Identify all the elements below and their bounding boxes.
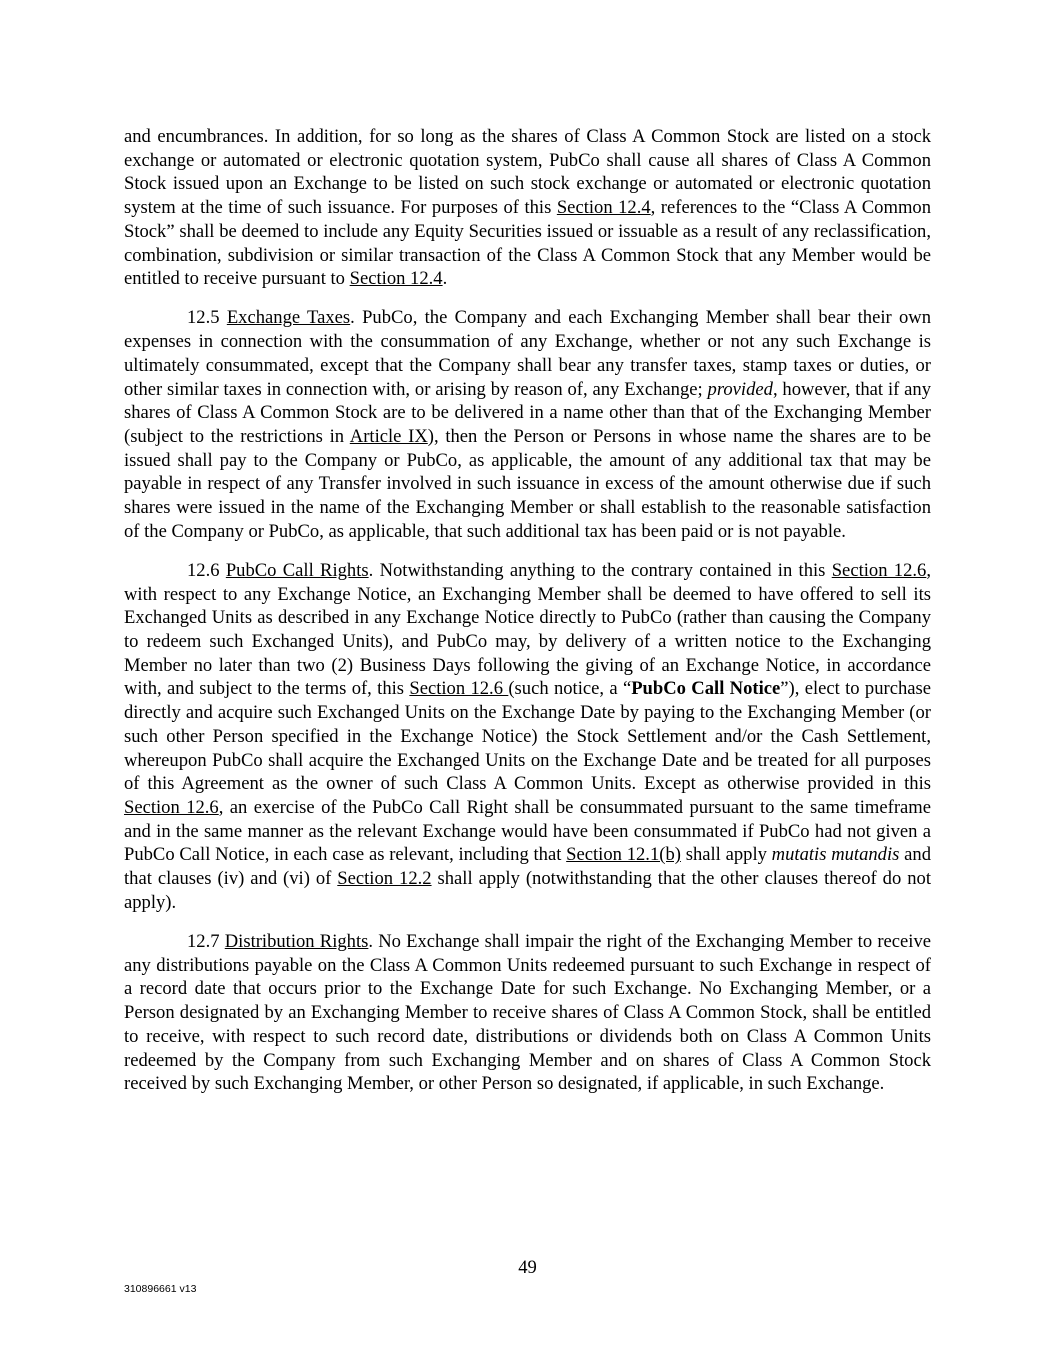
document-body	[124, 125, 931, 1111]
text-run: . No Exchange shall impair the right of the Exchanging Member to receive any distributions payable on the Class A Common Units redeemed pursuant to such Exchange in respect of a record date that occurs prior to the Exchange Date for such Exchange. No Exchanging Member, or a Person designated by an Exchanging Member to receive shares of Class A Common Stock, shall be entitled to receive, with respect to such record date, distributions or dividends both on Class A Common Units redeemed by the Company from such Exchanging Member and on shares of Class A Common Stock received by such Exchanging Member, or other Person so designated, if applicable, in such Exchange.	[124, 931, 931, 1095]
text-run: shall apply	[680, 844, 772, 866]
document-id: 310896661 v13	[124, 1283, 197, 1295]
section-heading: Exchange Taxes	[226, 307, 351, 329]
text-run: ”), elect to purchase directly and acquire such Exchanged Units on the Exchange Date by paying to the Exchanging Member (or such other Person specified in the Exchange Notice) the Stock Settlement and/or the Cash Settlement, whereupon PubCo shall acquire the Exchanged Units on the Exchange Date and be treated for all purposes of this Agreement as the owner of such Class A Common Units. Except as otherwise provided in this	[124, 678, 931, 795]
text-run: . PubCo, the Company and each Exchanging Member shall bear their own expenses in connection with the consummation of any Exchange, whether or not any such Exchange is ultimately consummated, except that the Company shall bear any transfer taxes, stamp taxes or duties, or other similar taxes in connection with, or arising by reason of, any Exchange;	[124, 307, 931, 400]
section-reference: Section 12.6	[124, 796, 219, 818]
text-run: . Notwithstanding anything to the contrary contained in this	[368, 559, 832, 581]
section-heading: PubCo Call Rights	[225, 559, 369, 581]
section-reference: Section 12.6	[831, 559, 927, 581]
text-run: , with respect to any Exchange Notice, an Exchanging Member shall be deemed to have offered to sell its Exchanged Units as described in any Exchange Notice directly to PubCo (rather than causing the Company to redeem such Exchanged Units), and PubCo may, by delivery of a written notice to the Exchanging Member no later than two (2) Business Days following the giving of an Exchange Notice, in accordance with, and subject to the terms of, this	[124, 559, 931, 700]
section-number: 12.6	[187, 559, 226, 581]
text-run: .	[442, 268, 448, 290]
text-run: and encumbrances. In addition, for so long as the shares of Class A Common Stock are listed on a stock exchange or automated or electronic quotation system, PubCo shall cause all shares of Class A Common Stock issued upon an Exchange to be listed on such stock exchange or automated or electronic quotation system at the time of such issuance. For purposes of this	[124, 126, 931, 219]
section-reference: Section 12.4	[556, 197, 651, 219]
page-number: 49	[518, 1257, 537, 1278]
italic-term: mutatis mutandis	[771, 844, 900, 866]
section-reference: Section 12.6	[409, 678, 509, 700]
paragraph-distribution-rights	[124, 930, 931, 1096]
text-run: and that clauses (iv) and (vi) of	[124, 844, 932, 890]
italic-term: provided	[707, 378, 773, 400]
text-run: (such notice, a “	[508, 678, 632, 700]
text-run: ), then the Person or Persons in whose name the shares are to be issued shall pay to the Company or PubCo, as applicable, the amount of any additional tax that may be payable in respect of any Transfer involved in such issuance in excess of the amount otherwise due if such shares were issued in the name of the Exchanging Member or shall establish to the reasonable satisfaction of the Company or PubCo, as applicable, that such additional tax has been paid or is not payable.	[124, 425, 931, 542]
text-run: , an exercise of the PubCo Call Right shall be consummated pursuant to the same timeframe and in the same manner as the relevant Exchange would have been consummated if PubCo had not given a PubCo Call Notice, in each case as relevant, including that	[124, 796, 931, 866]
text-run: shall apply (notwithstanding that the other clauses thereof do not apply).	[124, 868, 931, 913]
section-reference: Section 12.1(b)	[566, 844, 681, 866]
paragraph-pubco-call-rights	[124, 559, 931, 915]
section-reference: Section 12.2	[337, 868, 432, 890]
section-number: 12.7	[187, 931, 225, 952]
text-run: , references to the “Class A Common Stock” shall be deemed to include any Equity Securities issued or issuable as a result of any reclassification, combination, subdivision or similar transaction of the Class A Common Stock that any Member would be entitled to receive pursuant to	[124, 197, 931, 290]
text-run: , however, that if any shares of Class A Common Stock are to be delivered in a name other than that of the Exchanging Member (subject to the restrictions in	[124, 378, 931, 447]
article-reference: Article IX	[349, 425, 428, 447]
paragraph-continuation	[124, 125, 931, 291]
section-heading: Distribution Rights	[224, 931, 369, 952]
paragraph-exchange-taxes	[124, 306, 931, 543]
defined-term: PubCo Call Notice	[631, 678, 781, 700]
section-number: 12.5	[187, 307, 227, 329]
section-reference: Section 12.4	[349, 268, 443, 290]
